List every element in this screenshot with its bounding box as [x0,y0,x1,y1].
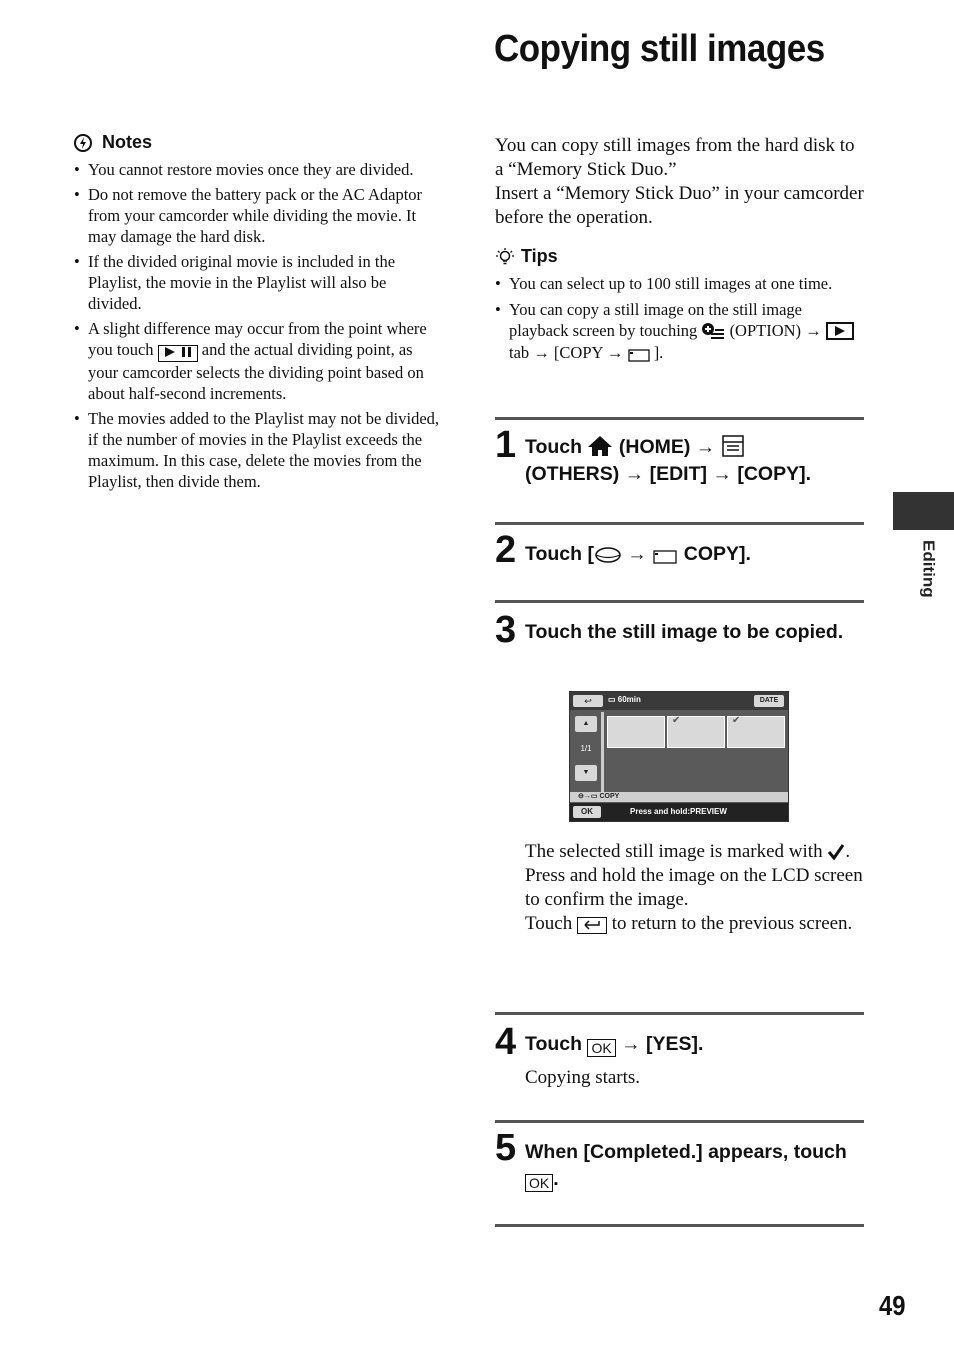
image-thumbnail [727,716,785,748]
section-label: Editing [919,540,937,598]
notes-list [74,159,440,492]
tip-text: (OPTION) → [729,321,822,340]
step-text: . [553,1168,559,1190]
playback-tab-icon [826,322,854,340]
status-text: COPY [599,793,620,800]
ok-button-icon: OK [525,1174,553,1192]
page-title: Copying still images [494,28,825,70]
up-arrow-icon: ▲ [575,716,597,732]
lcd-bottom-bar [570,803,788,821]
step-number: 1 [495,424,517,466]
step-body: Copying starts. [525,1067,641,1088]
divider [495,1224,864,1227]
step-text: → [627,543,647,565]
notes-heading-text: Notes [102,132,153,152]
lcd-screen-illustration [569,691,789,822]
scrollbar [601,712,604,794]
step-5 [495,1120,864,1224]
intro-line: Insert a “Memory Stick Duo” in your camcorder before the operation. [495,183,864,228]
lightbulb-icon [495,247,515,267]
date-button: DATE [754,695,784,707]
page-indicator: 1/1 [580,744,592,753]
image-thumbnail [667,716,725,748]
tips-heading [495,246,865,267]
step-text: COPY]. [683,543,751,565]
step-number: 3 [495,609,517,651]
others-icon [721,435,745,457]
step-number: 4 [495,1021,517,1063]
home-icon [587,435,613,457]
return-icon [577,917,607,934]
list-item: • Do not remove the battery pack or the AC Adaptor from your camcorder while dividing the movie. It may damage the hard disk. [74,184,440,247]
body-text: The selected still image is marked with [525,841,823,862]
step-2 [495,522,864,602]
section-tab [893,492,954,530]
step-instruction [525,1139,865,1193]
intro-text [495,134,865,230]
tips-list [495,273,865,363]
body-paragraph [525,840,865,864]
tip-text: ]. [653,342,664,362]
list-item: • You cannot restore movies once they are divided. [74,159,440,180]
body-text: to return to the previous screen. [611,913,853,934]
notes-section [74,132,440,496]
note-text: A slight difference may occur from the point where you touch [88,319,427,359]
ok-button-icon: OK [587,1039,615,1057]
memory-stick-icon [628,348,650,362]
body-text: Touch [525,913,573,934]
step-text: When [Completed.] appears, touch [525,1141,847,1163]
step-text: Touch [525,1033,583,1055]
step-text: → [YES]. [621,1033,704,1055]
checkmark-icon: ✔ [672,715,681,726]
hard-disk-icon [594,546,622,564]
checkmark-icon [827,843,845,861]
list-item: • If the divided original movie is included in the Playlist, the movie in the Playlist will also be divided. [74,251,440,314]
image-thumbnail [607,716,665,748]
intro-line: You can copy still images from the hard disk to a “Memory Stick Duo.” [495,135,855,180]
preview-hint: Press and hold:PREVIEW [630,807,727,816]
list-item: • You can select up to 100 still images at one time. [495,273,865,295]
tip-text: You can copy a still image on the still image playback screen by touching [509,299,802,340]
lcd-topbar [570,692,788,710]
list-item [74,318,440,404]
step-number: 5 [495,1127,517,1169]
lcd-status-bar: ⊖→▭ COPY [570,792,788,802]
remaining-text: 60min [617,695,641,704]
step-1 [495,417,864,523]
note-text: and the actual dividing point, as your camcorder selects the dividing point based on about half-second increments. [88,340,424,403]
caution-icon [74,134,92,152]
body-paragraph [525,912,865,936]
memory-stick-icon [652,548,678,564]
step-text: Touch [ [525,543,594,565]
body-text: . [845,841,851,862]
ok-button: OK [573,806,601,818]
play-pause-icon [158,345,198,362]
step-number: 2 [495,529,517,571]
return-icon: ↩ [573,695,603,707]
notes-heading [74,132,440,153]
body-paragraph: Press and hold the image on the LCD screen to confirm the image. [525,865,863,910]
list-item: • The movies added to the Playlist may not be divided, if the number of movies in the Playlist exceeds the maximum. In this case, delete the movies from the Playlist, then divide them. [74,408,440,492]
step-text: (HOME) → [618,436,716,458]
step-text: Touch [525,436,583,458]
tips-heading-text: Tips [521,246,558,266]
step-instruction: Touch the still image to be copied. [525,621,844,643]
step-text: (OTHERS) → [EDIT] → [COPY]. [525,463,811,485]
tip-text: tab → [COPY → [509,342,624,362]
step-instruction [525,434,865,488]
step-4 [495,1012,864,1122]
lcd-side-controls [573,716,599,781]
down-arrow-icon: ▼ [575,765,597,781]
option-icon [701,322,725,340]
checkmark-icon: ✔ [732,715,741,726]
step-3-body [525,840,865,936]
page-number: 49 [879,1290,906,1321]
step-instruction [525,1031,865,1058]
list-item [495,299,865,364]
step-instruction [525,541,865,568]
remaining-capacity: ▭ 60min [608,695,641,704]
tips-section [495,246,865,367]
